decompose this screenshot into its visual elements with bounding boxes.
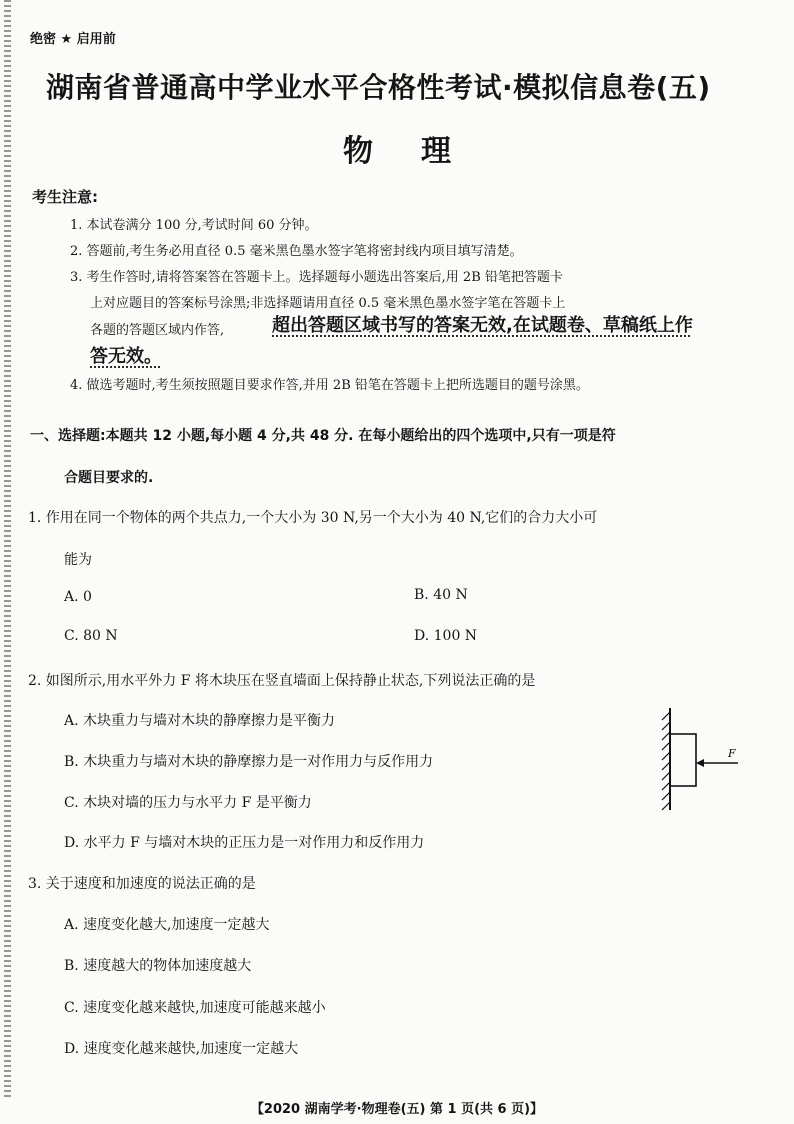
- notice-item-2: 2. 答题前,考生务必用直径 0.5 毫米黑色墨水签字笔将密封线内项目填写清楚。: [70, 244, 523, 259]
- force-label: F: [728, 747, 736, 760]
- question-2-stem: 2. 如图所示,用水平外力 F 将木块压在竖直墙面上保持静止状态,下列说法正确的是: [28, 673, 536, 689]
- notice-item-1: 1. 本试卷满分 100 分,考试时间 60 分钟。: [70, 218, 318, 233]
- page-footer: 【2020 湖南学考·物理卷(五) 第 1 页(共 6 页)】: [250, 1102, 544, 1117]
- question-2-option-c: C. 木块对墙的压力与水平力 F 是平衡力: [64, 795, 312, 811]
- question-3-option-a: A. 速度变化越大,加速度一定越大: [64, 917, 270, 933]
- question-3-option-d: D. 速度变化越来越快,加速度一定越大: [64, 1041, 299, 1057]
- wall-block-figure: [658, 706, 758, 812]
- question-3-option-c: C. 速度变化越来越快,加速度可能越来越小: [64, 1000, 326, 1016]
- question-3-stem: 3. 关于速度和加速度的说法正确的是: [28, 876, 256, 892]
- question-1-option-c: C. 80 N: [64, 628, 118, 644]
- question-2-option-b: B. 木块重力与墙对木块的静摩擦力是一对作用力与反作用力: [64, 754, 434, 770]
- exam-title: 湖南省普通高中学业水平合格性考试·模拟信息卷(五): [46, 71, 711, 104]
- section-heading-cont: 合题目要求的.: [64, 470, 154, 486]
- question-1-option-b: B. 40 N: [414, 587, 468, 603]
- section-heading: 一、选择题:本题共 12 小题,每小题 4 分,共 48 分. 在每小题给出的四个选项中,只有一项是符: [30, 428, 616, 444]
- question-1-option-a: A. 0: [64, 589, 92, 605]
- question-3-option-b: B. 速度越大的物体加速度越大: [64, 958, 252, 974]
- notice-item-3: 3. 考生作答时,请将答案答在答题卡上。选择题每小题选出答案后,用 2B 铅笔把答题卡: [70, 270, 563, 285]
- notice-title: 考生注意:: [32, 188, 98, 206]
- question-2-option-d: D. 水平力 F 与墙对木块的正压力是一对作用力和反作用力: [64, 835, 425, 851]
- wall-hatching: [662, 712, 670, 810]
- wood-block: [670, 734, 696, 786]
- subject-title: 物理: [343, 134, 499, 169]
- notice-item-3-line-2: 上对应题目的答案标号涂黑;非选择题请用直径 0.5 毫米黑色墨水签字笔在答题卡上: [90, 296, 566, 311]
- force-arrow-head: [696, 759, 704, 767]
- notice-emphasis-cont: 答无效。: [90, 346, 162, 367]
- question-1-stem: 1. 作用在同一个物体的两个共点力,一个大小为 30 N,另一个大小为 40 N,它们的合力大小可: [28, 510, 598, 526]
- notice-emphasis: 超出答题区域书写的答案无效,在试题卷、草稿纸上作: [272, 315, 693, 336]
- notice-item-4: 4. 做选考题时,考生须按照题目要求作答,并用 2B 铅笔在答题卡上把所选题目的题号涂黑。: [70, 378, 589, 393]
- question-2-option-a: A. 木块重力与墙对木块的静摩擦力是平衡力: [64, 713, 336, 729]
- notice-item-3-line-3: 各题的答题区域内作答,: [90, 323, 225, 338]
- question-1-stem-cont: 能为: [64, 552, 92, 568]
- confidential-label: 绝密 ★ 启用前: [30, 32, 116, 47]
- question-1-option-d: D. 100 N: [414, 628, 478, 644]
